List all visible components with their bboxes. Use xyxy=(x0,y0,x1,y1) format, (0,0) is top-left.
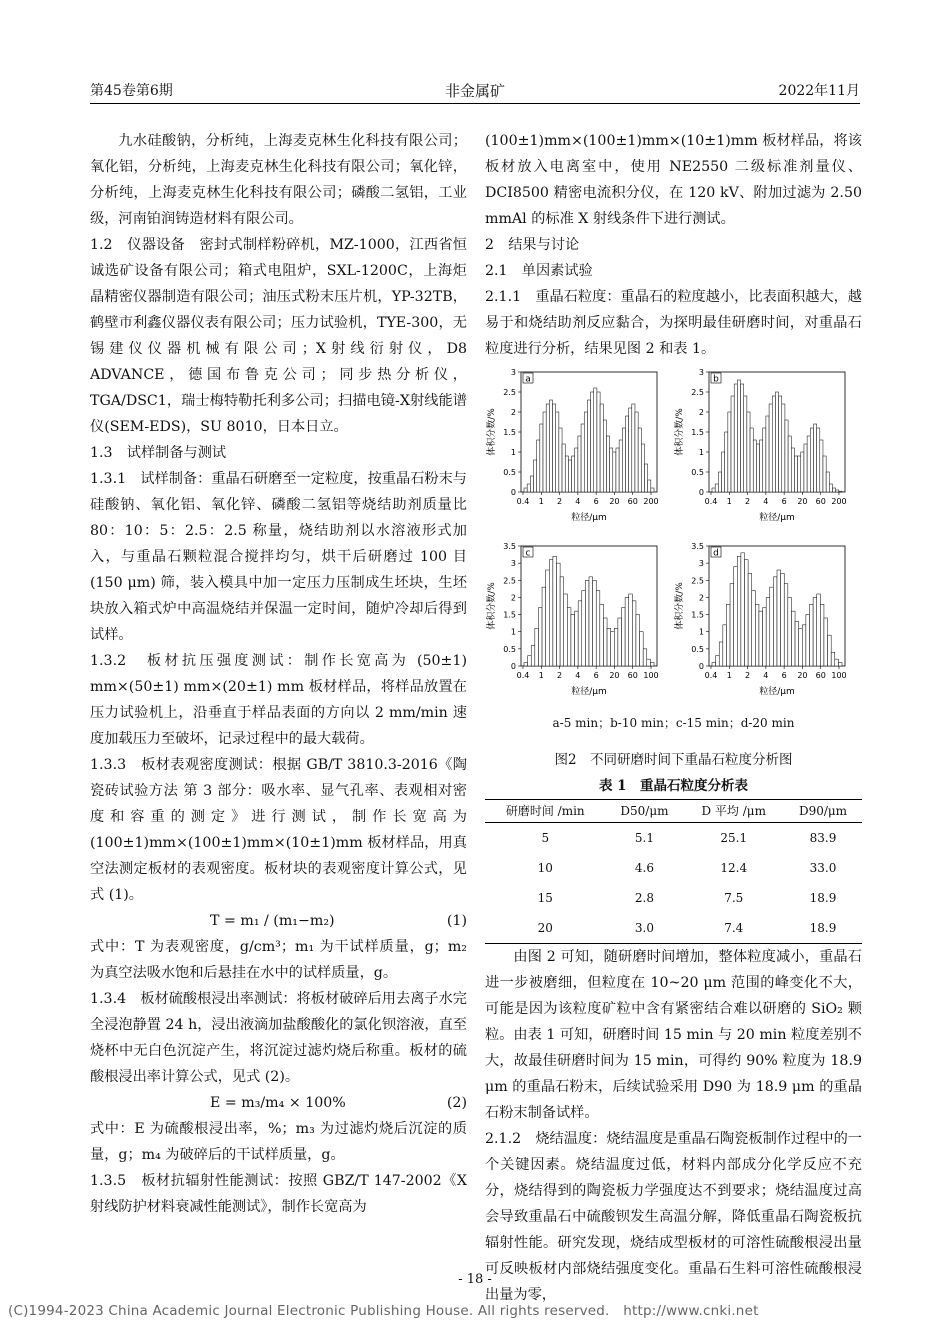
histogram-bar xyxy=(613,452,616,492)
histogram-bar xyxy=(581,424,584,492)
histogram-bar xyxy=(775,392,778,492)
chart-a xyxy=(485,366,665,536)
histogram-bar xyxy=(838,663,842,666)
histogram-bar xyxy=(741,553,745,666)
histogram-bar xyxy=(632,404,635,492)
x-axis-label: 粒径/μm xyxy=(571,513,607,523)
x-tick-label: 20 xyxy=(797,671,808,680)
table-cell: 7.4 xyxy=(683,913,784,944)
table-cell: 25.1 xyxy=(720,831,748,845)
x-tick-label: 100 xyxy=(643,671,659,680)
histogram-bar xyxy=(770,587,774,666)
histogram-bar xyxy=(575,611,579,666)
table-cell: 5.1 xyxy=(634,831,655,845)
histogram-bar xyxy=(567,608,571,666)
histogram-bar xyxy=(651,488,654,492)
histogram-bar xyxy=(540,424,543,492)
y-tick-label: 1 xyxy=(510,448,516,457)
histogram-bar xyxy=(766,416,769,492)
histogram-bar xyxy=(625,597,629,666)
histogram-bar xyxy=(562,444,565,492)
histogram-bar xyxy=(769,404,772,492)
histogram-bar xyxy=(716,656,720,666)
histogram-bar xyxy=(650,663,654,666)
histogram-bar xyxy=(546,404,549,492)
y-tick-label: 2 xyxy=(698,408,704,417)
x-tick-label: 20 xyxy=(609,671,620,680)
histogram-bar xyxy=(728,412,731,492)
y-tick-label: 2 xyxy=(510,408,516,417)
histogram-bar xyxy=(587,400,590,492)
histogram-bar xyxy=(578,601,582,666)
histogram-bar xyxy=(641,444,644,492)
table-cell: 18.9 xyxy=(784,913,862,944)
histogram-bar xyxy=(618,618,622,666)
histogram-bar xyxy=(810,604,814,666)
figure-legend: a-5 min；b-10 min；c-15 min；d-20 min xyxy=(552,716,795,730)
histogram-bar xyxy=(799,628,803,666)
y-tick-label: 1.5 xyxy=(503,428,516,437)
section-1-3-heading: 1.3 试样制备与测试 xyxy=(90,445,227,461)
histogram-bar xyxy=(795,621,799,666)
histogram-bar xyxy=(839,491,842,492)
histogram-bar xyxy=(610,448,613,492)
table-cell: 33.0 xyxy=(809,861,837,875)
table-cell: 18.9 xyxy=(809,891,837,905)
x-tick-label: 4 xyxy=(575,497,581,506)
histogram-bar xyxy=(537,440,540,492)
histogram-bar xyxy=(785,420,788,492)
table-row xyxy=(485,883,862,913)
histogram-bar xyxy=(829,484,832,492)
histogram-bar xyxy=(817,428,820,492)
histogram-bar xyxy=(638,428,641,492)
histogram-bar xyxy=(831,652,835,666)
y-tick-label: 3 xyxy=(510,368,516,377)
panel-label: a xyxy=(525,374,531,385)
x-tick-label: 60 xyxy=(815,497,826,506)
histogram-bar xyxy=(784,584,788,666)
histogram-bar xyxy=(725,432,728,492)
density-test-paragraph: 1.3.3 板材表观密度测试：根据 GB/T 3810.3-2016《陶瓷砖试验方法 第 3 部分：吸水率、显气孔率、表观相对密度和容重的测定》进行测试，制作长宽高为 (100±1)mm×(100±1)mm×(10±1)mm 板材样品，用真空法测定板材的表观密度。板材块的表观密度计算公式，见式 (1)。 xyxy=(90,757,467,903)
x-tick-label: 1 xyxy=(538,671,544,680)
equation-1 xyxy=(90,908,467,934)
x-tick-label: 0.4 xyxy=(704,497,718,506)
histogram-bar xyxy=(625,416,628,492)
table-row xyxy=(485,823,862,854)
x-tick-label: 20 xyxy=(797,497,808,506)
y-tick-label: 0 xyxy=(510,662,516,671)
histogram-bar xyxy=(524,488,527,492)
histogram-bar xyxy=(734,384,737,492)
histogram-bar xyxy=(648,480,651,492)
table-cell: 15 xyxy=(537,891,553,905)
y-tick-label: 2.5 xyxy=(691,388,704,397)
x-tick-label: 4 xyxy=(575,671,581,680)
copyright-notice: (C)1994-2023 China Academic Journal Electronic Publishing House. All rights reserved. http://www.cnki.net xyxy=(8,1303,759,1319)
histogram-bar xyxy=(804,444,807,492)
histogram-bar xyxy=(807,436,810,492)
section-2-heading: 2 结果与讨论 xyxy=(485,237,580,253)
section-2-1-heading: 2.1 单因素试验 xyxy=(485,263,593,279)
x-tick-label: 0.4 xyxy=(516,671,530,680)
histogram-bar xyxy=(750,428,753,492)
y-tick-label: 3.5 xyxy=(691,542,704,551)
panel-label: d xyxy=(713,548,719,559)
table-header-3: D90/μm xyxy=(784,800,862,823)
histogram-bar xyxy=(777,570,781,666)
histogram-bar xyxy=(801,452,804,492)
histogram-bar xyxy=(560,577,564,666)
histogram-bar xyxy=(798,456,801,492)
histogram-bar xyxy=(791,611,795,666)
left-column xyxy=(90,128,467,1220)
histogram-bar xyxy=(760,440,763,492)
histogram-bar xyxy=(836,490,839,492)
histogram-bar xyxy=(603,618,607,666)
histogram-bar xyxy=(722,452,725,492)
histogram-bar xyxy=(636,615,640,666)
histogram-bar xyxy=(600,604,604,666)
y-axis-label: 体积分数/% xyxy=(487,408,497,456)
histogram-bar xyxy=(528,656,532,666)
x-tick-label: 1 xyxy=(538,497,544,506)
figure-discussion-paragraph: 由图 2 可知，随研磨时间增加，整体粒度减小，重晶石进一步被磨细，但粒度在 10~20 μm 范围的峰变化不大，可能是因为该粒度矿粒中含有紧密结合难以研磨的 SiO₂ 颗粒。由表 1 可知，研磨时间 15 min 与 20 min 粒度差别不大，故最佳研磨时间为 15 min，可得约 90% 粒度为 18.9 μm 的重晶石粉末，后续试验采用 D90 为 18.9 μm 的重晶石粉末制备试样。 xyxy=(485,949,862,1121)
histogram-bar xyxy=(565,456,568,492)
y-tick-label: 3.5 xyxy=(503,542,516,551)
histogram-bar xyxy=(823,456,826,492)
histogram-bar xyxy=(779,396,782,492)
x-tick-label: 1 xyxy=(726,671,732,680)
x-tick-label: 100 xyxy=(831,671,847,680)
equation-1-body: T = m₁ / (m₁−m₂) xyxy=(210,913,335,929)
y-tick-label: 2 xyxy=(510,593,516,603)
histogram-bar xyxy=(712,488,715,492)
histogram-bar xyxy=(782,404,785,492)
table-header-2: D 平均 /μm xyxy=(683,800,784,823)
histogram-bar xyxy=(772,396,775,492)
histogram-bar xyxy=(794,456,797,492)
table-row xyxy=(485,853,862,883)
y-tick-label: 1 xyxy=(698,448,704,457)
histogram-bar xyxy=(549,400,552,492)
histogram-bar xyxy=(572,456,575,492)
histogram-bar xyxy=(752,591,756,666)
histogram-bar xyxy=(744,396,747,492)
x-tick-label: 60 xyxy=(627,497,638,506)
y-tick-label: 0.5 xyxy=(691,644,704,654)
histogram-bar xyxy=(607,628,611,666)
histogram-bar xyxy=(597,392,600,492)
histogram-bar xyxy=(582,591,586,666)
sample-prep-paragraph: 1.3.1 试样制备：重晶石研磨至一定粒度，按重晶石粉末与硅酸钠、氧化铝、氧化锌、磷酸二氢铝等烧结助剂质量比 80：10：5：2.5：2.5 称量，烧结助剂以水溶液形式加入，与重晶石颗粒混合搅拌均匀，烘干后研磨过 100 目 (150 μm) 筛，装入模具中加一定压力压制成生坯块，生坯块放入箱式炉中高温烧结并保温一定时间，随炉冷却后得到试样。 xyxy=(90,471,467,643)
y-tick-label: 1 xyxy=(510,627,516,637)
y-tick-label: 0.5 xyxy=(503,468,516,477)
journal-issue: 第45卷第6期 xyxy=(90,83,173,99)
y-tick-label: 2.5 xyxy=(503,388,516,397)
histogram-bar xyxy=(826,472,829,492)
x-tick-label: 2 xyxy=(557,671,563,680)
histogram-bar xyxy=(745,560,749,666)
table-cell: 83.9 xyxy=(809,831,837,845)
table-header-0: 研磨时间 /min xyxy=(485,800,606,823)
histogram-bar xyxy=(820,440,823,492)
histogram-bar xyxy=(813,597,817,666)
histogram-bar xyxy=(788,597,792,666)
histogram-bar xyxy=(557,563,561,666)
histogram-bar xyxy=(584,412,587,492)
histogram-bar xyxy=(559,428,562,492)
histogram-bar xyxy=(549,560,553,666)
sulfate-test-paragraph: 1.3.4 板材硫酸根浸出率测试：将板材破碎后用去离子水完全浸泡静置 24 h，浸出液滴加盐酸酸化的氯化钡溶液，直至烧杯中无白色沉淀产生，将沉淀过滤灼烧后称重。板材的硫酸根浸出率计算公式，见式 (2)。 xyxy=(90,991,467,1085)
histogram-bar xyxy=(622,608,626,666)
x-axis-label: 粒径/μm xyxy=(571,687,607,697)
histogram-bar xyxy=(606,436,609,492)
histogram-bar xyxy=(600,404,603,492)
histogram-bar xyxy=(748,573,752,666)
histogram-bar xyxy=(731,396,734,492)
table-cell: 10 xyxy=(537,861,553,875)
histogram-bar xyxy=(644,464,647,492)
histogram-bar xyxy=(802,625,806,666)
journal-date: 2022年11月 xyxy=(778,83,860,99)
x-tick-label: 200 xyxy=(643,497,659,506)
histogram-bar xyxy=(747,412,750,492)
page-number: - 18 - xyxy=(458,1272,492,1287)
equation-2-number: (2) xyxy=(446,1095,467,1111)
y-axis-label: 体积分数/% xyxy=(675,408,685,456)
y-tick-label: 0.5 xyxy=(503,644,516,654)
histogram-bar xyxy=(640,632,644,666)
header-rule xyxy=(90,103,860,104)
histogram-bar xyxy=(718,472,721,492)
table-cell: 5 xyxy=(541,831,550,845)
histogram-bar xyxy=(719,642,723,666)
histogram-bar xyxy=(524,663,528,666)
histogram-bar xyxy=(593,580,597,666)
histogram-bar xyxy=(734,567,738,666)
histogram-bar xyxy=(530,476,533,492)
histogram-bar xyxy=(817,594,821,666)
equation-2-body: E = m₃/m₄ × 100% xyxy=(210,1095,346,1111)
histogram-bar xyxy=(773,577,777,666)
x-tick-label: 6 xyxy=(593,497,599,506)
histogram-bar xyxy=(712,663,716,666)
y-tick-label: 3 xyxy=(698,368,704,377)
x-tick-label: 4 xyxy=(763,497,769,506)
x-tick-label: 4 xyxy=(763,671,769,680)
y-tick-label: 2 xyxy=(698,593,704,603)
sintering-temperature-paragraph: 2.1.2 烧结温度：烧结温度是重晶石陶瓷板制作过程中的一个关键因素。烧结温度过低，材料内部成分化学反应不充分，烧结得到的陶瓷板力学强度达不到要求；烧结温度过高会导致重晶石中硫酸钡发生高温分解，降低重晶石陶瓷板抗辐射性能。研究发现，烧结成型板材的可溶性硫酸根浸出量可反映板材内部烧结强度变化。重晶石生料可溶性硫酸根浸出量为零， xyxy=(485,1131,862,1303)
chart-b xyxy=(673,366,853,536)
histogram-bar xyxy=(788,436,791,492)
histogram-bar xyxy=(546,570,550,666)
histogram-bar xyxy=(616,448,619,492)
instruments-paragraph: 1.2 仪器设备 密封式制样粉碎机，MZ-1000，江西省恒诚选矿设备有限公司；箱式电阻炉，SXL-1200C，上海炬晶精密仪器制造有限公司；油压式粉末压片机，YP-32TB，鹤壁市利鑫仪器仪表有限公司；压力试验机，TYE-300，无锡建仪仪器机械有限公司；X射线衍射仪，D8 ADVANCE，德国布鲁克公司；同步热分析仪，TGA/DSC1，瑞士梅特勒托利多公司；扫描电镜-X射线能谱仪(SEM-EDS)，SU 8010，日本日立。 xyxy=(90,237,467,435)
x-tick-label: 2 xyxy=(745,497,751,506)
table-cell: 2.8 xyxy=(634,891,655,905)
table-cell: 12.4 xyxy=(720,861,748,875)
x-tick-label: 2 xyxy=(745,671,751,680)
table-row xyxy=(485,913,862,944)
histogram-bar xyxy=(632,601,636,666)
histogram-bar xyxy=(753,440,756,492)
panel-label: b xyxy=(713,374,719,385)
y-axis-label: 体积分数/% xyxy=(675,582,685,630)
y-tick-label: 3 xyxy=(698,559,704,569)
histogram-bar xyxy=(835,659,839,666)
histogram-bar xyxy=(737,380,740,492)
histogram-bar xyxy=(741,384,744,492)
histogram-bar xyxy=(763,428,766,492)
compressive-test-paragraph: 1.3.2 板材抗压强度测试：制作长宽高为 (50±1) mm×(50±1) mm×(20±1) mm 板材样品，将样品放置在压力试验机上，沿垂直于样品表面的方向以 2 mm/min 速度加载压力至破坏，记录过程中的最大载荷。 xyxy=(90,653,467,747)
x-tick-label: 200 xyxy=(831,497,847,506)
x-tick-label: 2 xyxy=(557,497,563,506)
x-tick-label: 6 xyxy=(593,671,599,680)
y-tick-label: 0 xyxy=(510,488,516,497)
x-tick-label: 6 xyxy=(781,671,787,680)
table-1-caption: 表 1 重晶石粒度分析表 xyxy=(598,778,749,794)
histogram-bar xyxy=(535,628,539,666)
right-column xyxy=(485,128,862,1308)
histogram-bar xyxy=(614,628,618,666)
histogram-bar xyxy=(828,635,832,666)
y-tick-label: 1 xyxy=(698,627,704,637)
table-header-1: D50/μm xyxy=(606,800,684,823)
table-cell: 20 xyxy=(485,913,606,944)
histogram-bar xyxy=(813,424,816,492)
histogram-bar xyxy=(629,408,632,492)
histogram-bar xyxy=(781,573,785,666)
y-tick-label: 0 xyxy=(698,488,704,497)
histogram-bar xyxy=(832,488,835,492)
histogram-bar xyxy=(619,440,622,492)
histogram-bar xyxy=(543,412,546,492)
histogram-bar xyxy=(542,587,546,666)
histogram-bar xyxy=(723,625,727,666)
histogram-bar xyxy=(647,659,651,666)
x-axis-label: 粒径/μm xyxy=(759,513,795,523)
y-tick-label: 1.5 xyxy=(691,428,704,437)
y-tick-label: 0.5 xyxy=(691,468,704,477)
histogram-bar xyxy=(643,649,647,666)
table-cell: 3.0 xyxy=(606,913,684,944)
particle-size-table xyxy=(485,799,862,944)
y-tick-label: 2.5 xyxy=(503,576,516,586)
chart-c xyxy=(485,540,665,710)
histogram-bar xyxy=(531,645,535,666)
x-tick-label: 60 xyxy=(815,671,826,680)
materials-paragraph: 九水硅酸钠，分析纯，上海麦克林生化科技有限公司；氧化铝，分析纯，上海麦克林生化科技有限公司；氧化锌，分析纯，上海麦克林生化科技有限公司；磷酸二氢铝，工业级，河南铂润铸造材料有限公司。 xyxy=(90,133,467,227)
histogram-bar xyxy=(564,594,568,666)
histogram-bar xyxy=(527,484,530,492)
histogram-bar xyxy=(578,436,581,492)
histogram-bar xyxy=(806,615,810,666)
journal-title: 非金属矿 xyxy=(444,82,505,100)
x-tick-label: 0.4 xyxy=(704,671,718,680)
y-tick-label: 1.5 xyxy=(691,610,704,620)
histogram-bar xyxy=(715,484,718,492)
histogram-bar xyxy=(755,604,759,666)
histogram-bar xyxy=(589,577,593,666)
histogram-bar xyxy=(553,556,557,666)
chart-d xyxy=(673,540,853,710)
histogram-bar xyxy=(538,608,542,666)
histogram-bar xyxy=(571,615,575,666)
histogram-bar xyxy=(635,412,638,492)
histogram-bar xyxy=(594,388,597,492)
figure-2 xyxy=(485,362,862,747)
histogram-bar xyxy=(766,597,770,666)
x-tick-label: 20 xyxy=(609,497,620,506)
histogram-bar xyxy=(568,460,571,492)
equation-1-number: (1) xyxy=(446,913,467,929)
y-tick-label: 3 xyxy=(510,559,516,569)
histogram-bar xyxy=(556,412,559,492)
particle-size-paragraph: 2.1.1 重晶石粒度：重晶石的粒度越小，比表面积越大，越易于和烧结助剂反应黏合，为探明最佳研磨时间，对重晶石粒度进行分析，结果见图 2 和表 1。 xyxy=(485,289,862,357)
x-axis-label: 粒径/μm xyxy=(759,687,795,697)
figure-2-caption: 图2 不同研磨时间下重晶石粒度分析图 xyxy=(554,752,793,768)
radiation-test-continued: (100±1)mm×(100±1)mm×(10±1)mm 板材样品，将该板材放入电离室中，使用 NE2550 二级标准剂量仪、DCI8500 精密电流积分仪，在 120 kV、附加过滤为 2.50 mmAl 的标准 X 射线条件下进行测试。 xyxy=(485,133,862,227)
histogram-bar xyxy=(591,392,594,492)
histogram-bar xyxy=(596,591,600,666)
histogram-bar xyxy=(534,460,537,492)
histogram-bar xyxy=(575,448,578,492)
histogram-bar xyxy=(603,420,606,492)
x-tick-label: 1 xyxy=(726,497,732,506)
equation-2 xyxy=(90,1090,467,1116)
y-tick-label: 2.5 xyxy=(691,576,704,586)
histogram-bar xyxy=(553,404,556,492)
histogram-bar xyxy=(737,556,741,666)
histogram-bar xyxy=(622,428,625,492)
panel-label: c xyxy=(525,548,531,559)
x-tick-label: 60 xyxy=(627,671,638,680)
x-tick-label: 0.4 xyxy=(516,497,530,506)
table-cell: 7.5 xyxy=(724,891,744,905)
radiation-test-paragraph: 1.3.5 板材抗辐射性能测试：按照 GBZ/T 147-2002《X 射线防护材料衰减性能测试》，制作长宽高为 xyxy=(90,1173,467,1215)
y-tick-label: 1.5 xyxy=(503,610,516,620)
histogram-bar xyxy=(629,594,633,666)
histogram-bar xyxy=(730,584,734,666)
equation-1-definitions: 式中：T 为表观密度，g/cm³；m₁ 为干试样质量，g；m₂ 为真空法吸水饱和后悬挂在水中的试样质量，g。 xyxy=(90,939,467,981)
histogram-bar xyxy=(791,448,794,492)
histogram-bar xyxy=(824,618,828,666)
x-tick-label: 6 xyxy=(781,497,787,506)
y-axis-label: 体积分数/% xyxy=(487,582,497,630)
histogram-bar xyxy=(611,632,615,666)
table-cell: 4.6 xyxy=(634,861,655,875)
histogram-bar xyxy=(585,580,589,666)
y-tick-label: 0 xyxy=(698,662,704,671)
histogram-bar xyxy=(810,428,813,492)
histogram-bar xyxy=(759,611,763,666)
histogram-bar xyxy=(726,604,730,666)
histogram-bar xyxy=(763,608,767,666)
histogram-bar xyxy=(820,604,824,666)
histogram-bar xyxy=(756,444,759,492)
equation-2-definitions: 式中：E 为硫酸根浸出率，%；m₃ 为过滤灼烧后沉淀的质量，g；m₄ 为破碎后的干试样质量，g。 xyxy=(90,1121,467,1163)
